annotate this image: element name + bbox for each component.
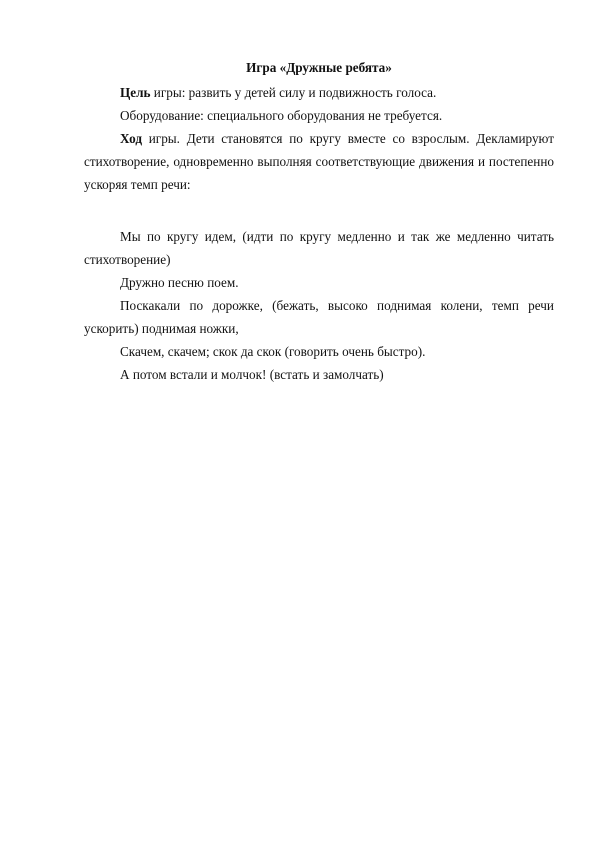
procedure-label: Ход (120, 131, 143, 146)
poem-line: Поскакали по дорожке, (бежать, высоко поднимая колени, темп речи ускорить) поднимая ножки, (84, 298, 554, 336)
goal-label: Цель (120, 85, 151, 100)
goal-paragraph (84, 81, 554, 104)
goal-text: игры: развить у детей силу и подвижность голоса. (150, 85, 437, 100)
document-title: Игра «Дружные ребята» (246, 60, 392, 75)
paragraph-gap (84, 196, 554, 225)
document-content (84, 56, 554, 386)
poem-line: Скачем, скачем; скок да скок (говорить очень быстро). (120, 344, 426, 359)
procedure-paragraph (84, 127, 554, 196)
equipment-paragraph: Оборудование: специального оборудования не требуется. (120, 108, 443, 123)
poem-line: Дружно песню поем. (120, 275, 239, 290)
poem-line: А потом встали и молчок! (встать и замолчать) (120, 367, 384, 382)
procedure-text: игры. Дети становятся по кругу вместе со взрослым. Декламируют стихотворение, одновременно выполняя соответствующие движения и постепенно ускоряя темп речи: (84, 131, 554, 192)
poem-line: Мы по кругу идем, (идти по кругу медленно и так же медленно читать стихотворение) (84, 229, 554, 267)
